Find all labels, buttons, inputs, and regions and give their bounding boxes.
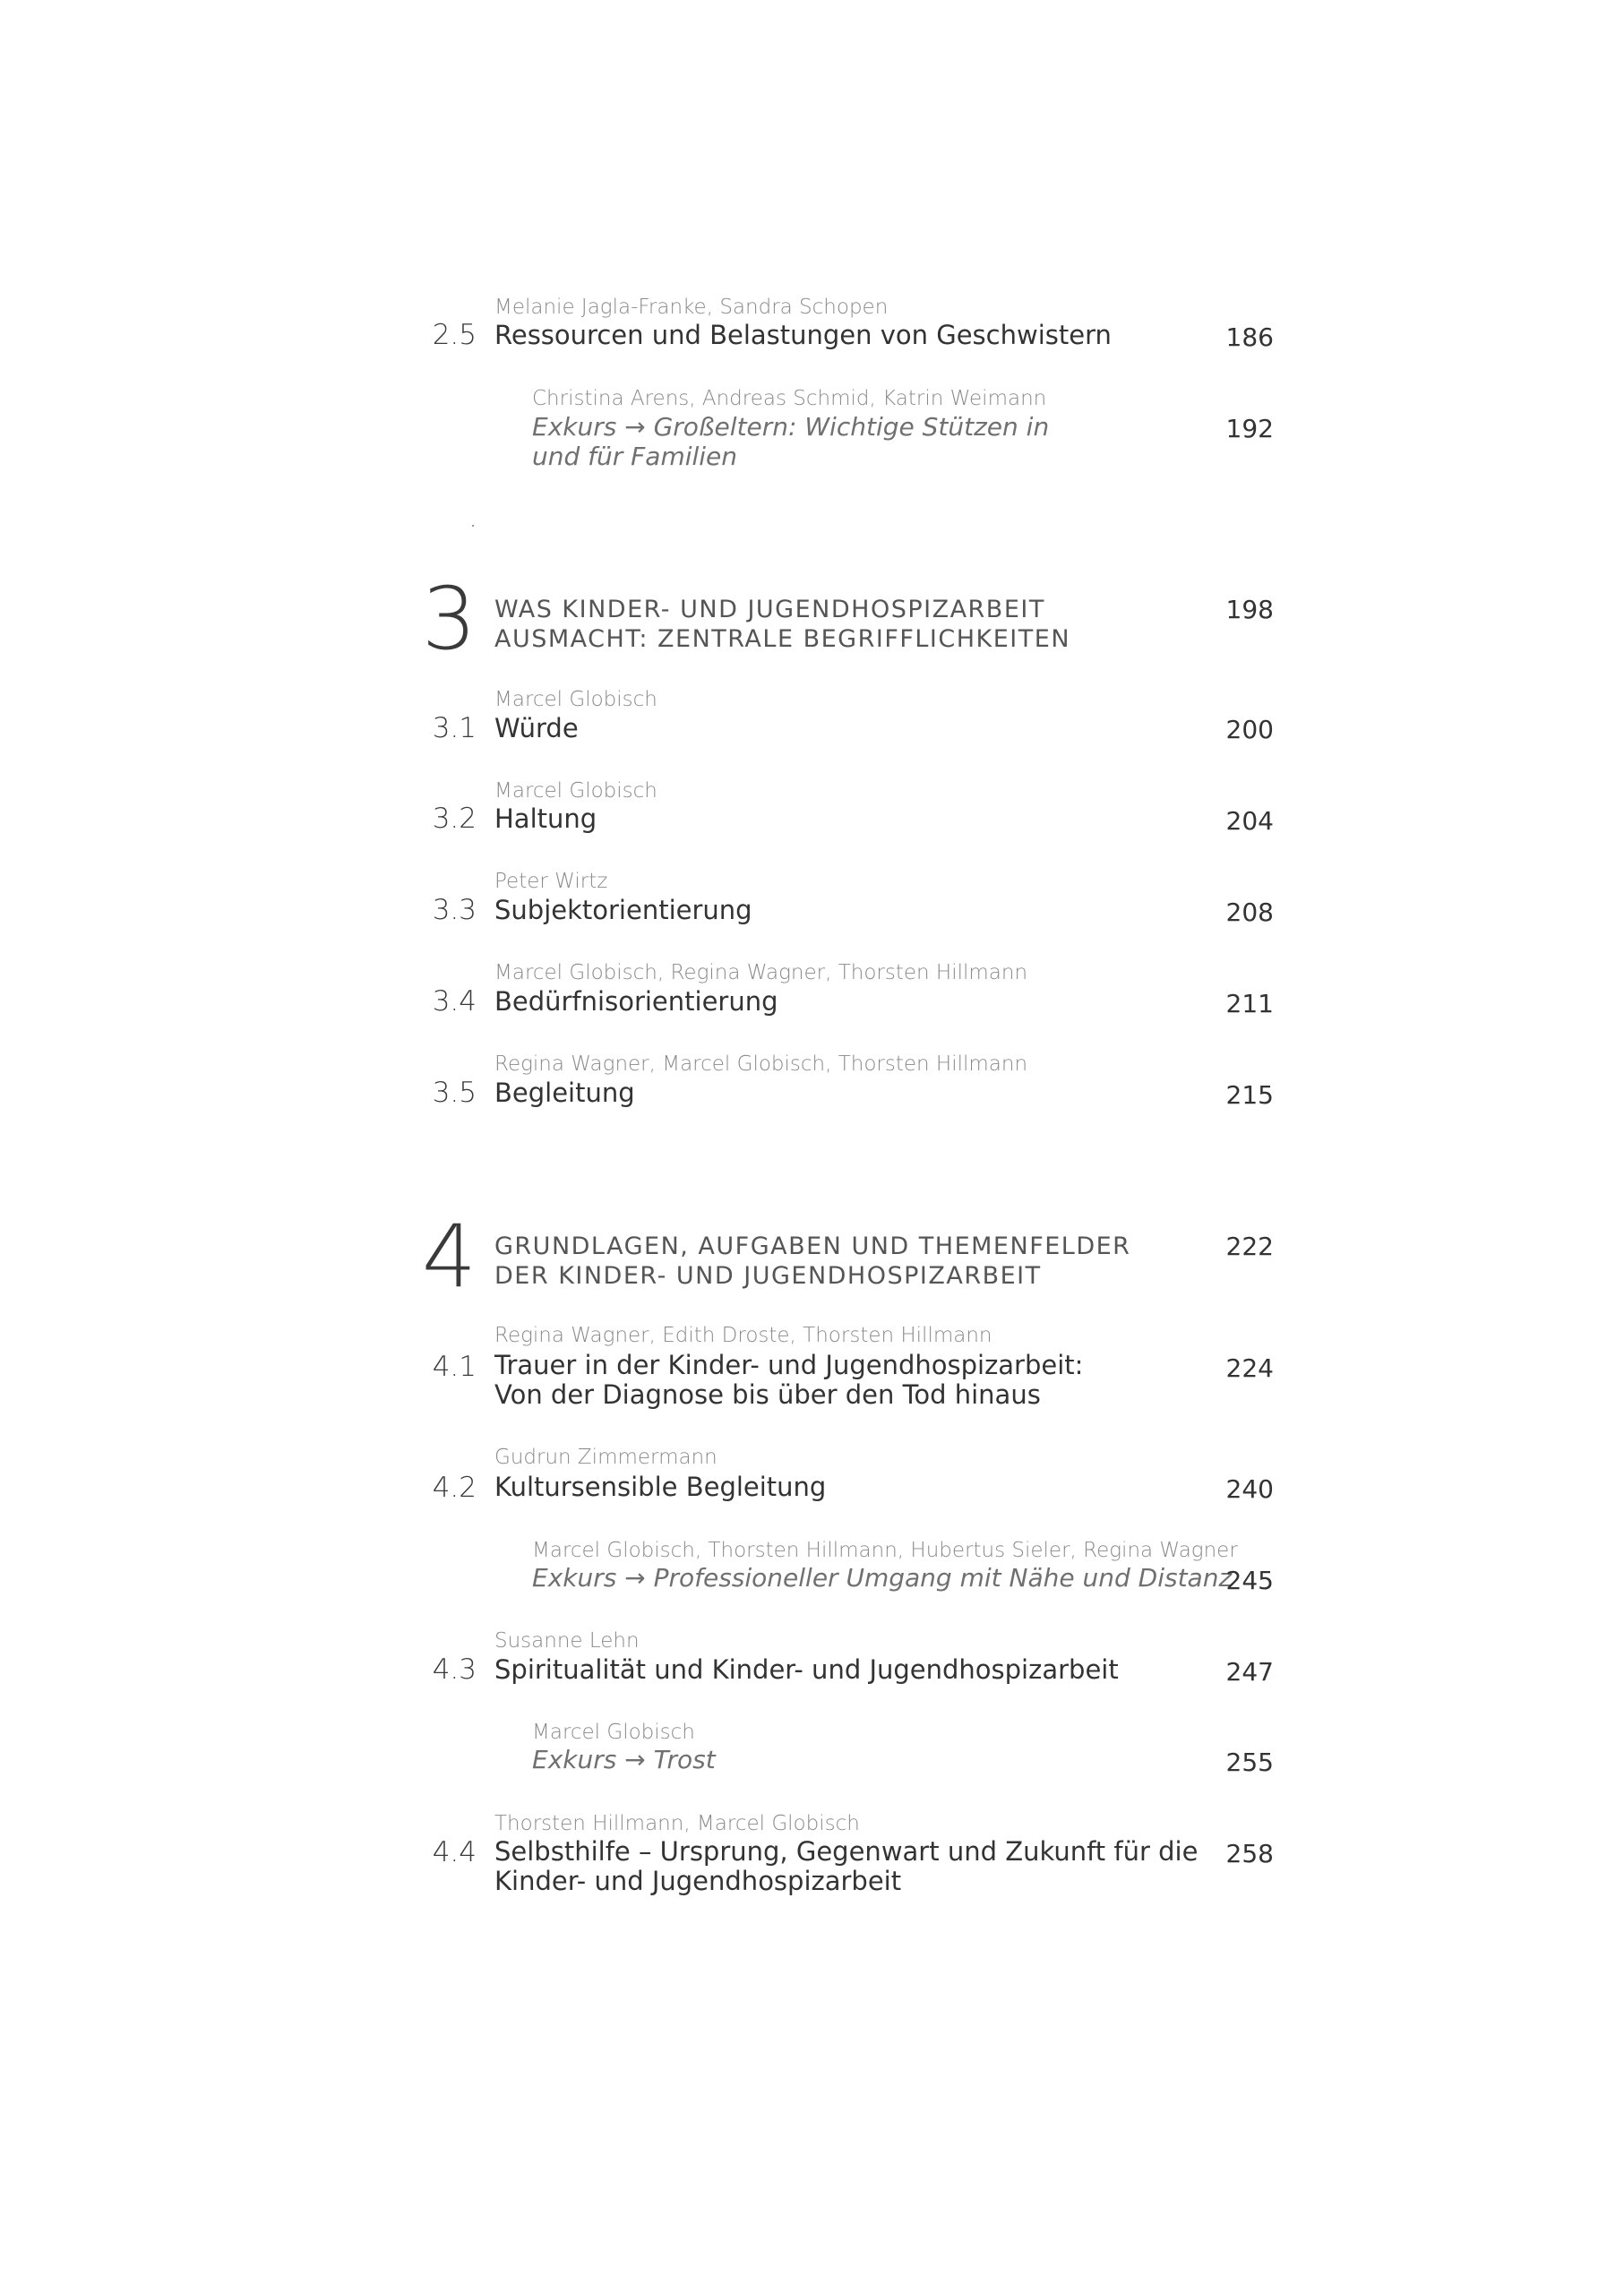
entry-author: Gudrun Zimmermann bbox=[494, 1446, 717, 1469]
entry-author: Melanie Jagla-Franke, Sandra Schopen bbox=[494, 296, 889, 319]
entry-author: Regina Wagner, Edith Droste, Thorsten Hillmann bbox=[494, 1324, 992, 1347]
entry-number: 3.3 bbox=[432, 894, 477, 926]
entry-author: Marcel Globisch, Regina Wagner, Thorsten Hillmann bbox=[494, 961, 1028, 984]
entry-author: Thorsten Hillmann, Marcel Globisch bbox=[494, 1812, 860, 1835]
entry-title: Spiritualität und Kinder- und Jugendhospizarbeit bbox=[494, 1654, 1119, 1685]
entry-page: 208 bbox=[1225, 897, 1274, 927]
entry-title: Ressourcen und Belastungen von Geschwistern bbox=[494, 320, 1112, 350]
entry-title: Begleitung bbox=[494, 1078, 635, 1108]
entry-number: 4.3 bbox=[432, 1653, 477, 1686]
entry-number: 4.2 bbox=[432, 1472, 477, 1504]
chapter-title: WAS KINDER- UND JUGENDHOSPIZARBEIT AUSMACHT: ZENTRALE BEGRIFFLICHKEITEN bbox=[494, 596, 1071, 653]
exkurs-author: Marcel Globisch bbox=[532, 1721, 695, 1744]
entry-author: Marcel Globisch bbox=[494, 779, 657, 803]
entry-title: Subjektorientierung bbox=[494, 895, 752, 925]
chapter-page: 198 bbox=[1225, 595, 1274, 624]
entry-title: Bedürfnisorientierung bbox=[494, 986, 778, 1017]
entry-number: 3.1 bbox=[432, 712, 477, 744]
entry-author: Peter Wirtz bbox=[494, 870, 608, 893]
exkurs-title: Exkurs → Professioneller Umgang mit Nähe und Distanz bbox=[532, 1563, 1233, 1593]
entry-author: Susanne Lehn bbox=[494, 1629, 640, 1653]
entry-author: Regina Wagner, Marcel Globisch, Thorsten Hillmann bbox=[494, 1052, 1028, 1076]
chapter-title: GRUNDLAGEN, AUFGABEN UND THEMENFELDER DER KINDER- UND JUGENDHOSPIZARBEIT bbox=[494, 1232, 1131, 1290]
exkurs-title: Exkurs → Großeltern: Wichtige Stützen in und für Familien bbox=[532, 412, 1050, 471]
entry-page: 258 bbox=[1225, 1839, 1274, 1868]
entry-page: 215 bbox=[1225, 1080, 1274, 1110]
entry-page: 204 bbox=[1225, 806, 1274, 836]
exkurs-page: 255 bbox=[1225, 1748, 1274, 1777]
exkurs-title: Exkurs → Trost bbox=[532, 1745, 716, 1774]
exkurs-page: 192 bbox=[1225, 414, 1274, 443]
entry-page: 224 bbox=[1225, 1353, 1274, 1383]
entry-number: 3.2 bbox=[432, 803, 477, 835]
entry-page: 240 bbox=[1225, 1474, 1274, 1504]
entry-number: 2.5 bbox=[432, 319, 477, 351]
entry-title: Würde bbox=[494, 713, 579, 743]
chapter-number: 3 bbox=[421, 569, 477, 669]
chapter-page: 222 bbox=[1225, 1232, 1274, 1261]
entry-title: Kultursensible Begleitung bbox=[494, 1472, 827, 1502]
entry-page: 211 bbox=[1225, 989, 1274, 1018]
exkurs-author: Marcel Globisch, Thorsten Hillmann, Hubertus Sieler, Regina Wagner bbox=[532, 1539, 1238, 1562]
exkurs-author: Christina Arens, Andreas Schmid, Katrin Weimann bbox=[532, 387, 1047, 410]
chapter-number: 4 bbox=[421, 1207, 477, 1307]
exkurs-page: 245 bbox=[1225, 1566, 1274, 1595]
entry-page: 247 bbox=[1225, 1657, 1274, 1687]
entry-number: 3.4 bbox=[432, 985, 477, 1018]
entry-title: Trauer in der Kinder- und Jugendhospizarbeit: Von der Diagnose bis über den Tod hinaus bbox=[494, 1350, 1084, 1410]
entry-number: 4.4 bbox=[432, 1836, 477, 1868]
entry-title: Selbsthilfe – Ursprung, Gegenwart und Zukunft für die Kinder- und Jugendhospizarbeit bbox=[494, 1836, 1199, 1896]
entry-number: 4.1 bbox=[432, 1351, 477, 1383]
entry-page: 200 bbox=[1225, 715, 1274, 744]
stray-dot bbox=[472, 525, 474, 527]
entry-page: 186 bbox=[1225, 322, 1274, 352]
entry-number: 3.5 bbox=[432, 1077, 477, 1109]
entry-title: Haltung bbox=[494, 803, 597, 834]
entry-author: Marcel Globisch bbox=[494, 688, 657, 711]
